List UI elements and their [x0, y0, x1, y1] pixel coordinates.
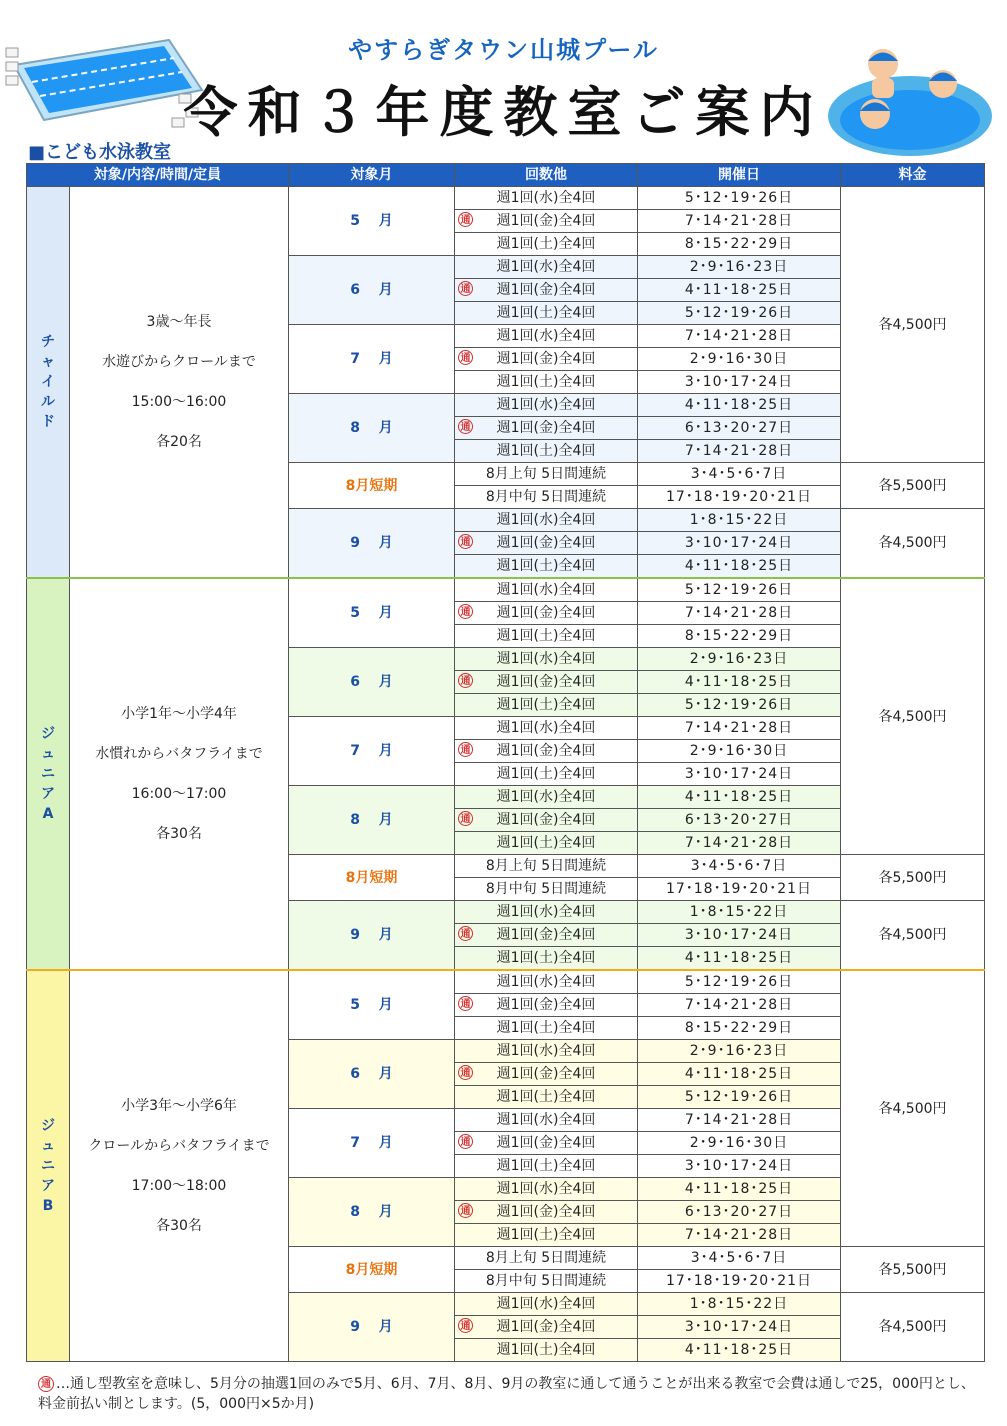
info-cell — [70, 970, 289, 1362]
time-range: 15:00～16:00 — [131, 394, 227, 410]
count-cell: 通 週1回(金)全4回 — [455, 1063, 638, 1086]
tsu-mark-icon: 通 — [458, 281, 473, 296]
dates-cell: 3･4･5･6･7日 — [638, 855, 841, 878]
table-row — [27, 187, 985, 210]
month-cell: 6 月 — [289, 1040, 455, 1109]
info-cell — [70, 187, 289, 579]
month-cell: 7 月 — [289, 325, 455, 394]
dates-cell: 4･11･18･25日 — [638, 279, 841, 302]
section-junior-a — [27, 578, 985, 970]
count-cell: 通 週1回(金)全4回 — [455, 740, 638, 763]
target-age: 小学1年～小学4年 — [121, 706, 237, 722]
dates-cell: 17･18･19･20･21日 — [638, 486, 841, 509]
target-age: 3歳～年長 — [146, 314, 212, 330]
col-header-fee: 料金 — [841, 164, 985, 187]
count-cell: 週1回(土)全4回 — [455, 302, 638, 325]
fee-cell: 各4,500円 — [841, 509, 985, 579]
dates-cell: 3･10･17･24日 — [638, 763, 841, 786]
count-cell: 通 週1回(金)全4回 — [455, 994, 638, 1017]
count-cell: 週1回(土)全4回 — [455, 832, 638, 855]
table-row — [27, 970, 985, 994]
tsu-mark-icon: 通 — [458, 1065, 473, 1080]
dates-cell: 2･9･16･30日 — [638, 1132, 841, 1155]
dates-cell: 7･14･21･28日 — [638, 325, 841, 348]
month-cell-short-term: 8月短期 — [289, 463, 455, 509]
count-cell: 週1回(土)全4回 — [455, 1155, 638, 1178]
col-header-dates: 開催日 — [638, 164, 841, 187]
count-cell: 週1回(水)全4回 — [455, 786, 638, 809]
count-cell: 通 週1回(金)全4回 — [455, 348, 638, 371]
count-cell: 週1回(水)全4回 — [455, 901, 638, 924]
dates-cell: 4･11･18･25日 — [638, 1178, 841, 1201]
dates-cell: 7･14･21･28日 — [638, 994, 841, 1017]
month-cell-short-term: 8月短期 — [289, 855, 455, 901]
dates-cell: 5･12･19･26日 — [638, 694, 841, 717]
page-header — [0, 0, 1007, 163]
month-cell: 8 月 — [289, 1178, 455, 1247]
count-cell: 週1回(水)全4回 — [455, 509, 638, 532]
capacity: 各30名 — [156, 826, 202, 842]
month-cell: 5 月 — [289, 970, 455, 1040]
count-cell: 8月中旬 5日間連続 — [455, 878, 638, 901]
dates-cell: 2･9･16･30日 — [638, 348, 841, 371]
month-cell: 5 月 — [289, 187, 455, 256]
count-cell: 週1回(水)全4回 — [455, 1178, 638, 1201]
dates-cell: 7･14･21･28日 — [638, 1109, 841, 1132]
month-cell: 8 月 — [289, 394, 455, 463]
dates-cell: 2･9･16･23日 — [638, 1040, 841, 1063]
count-cell: 週1回(土)全4回 — [455, 555, 638, 579]
count-cell: 通 週1回(金)全4回 — [455, 210, 638, 233]
swimming-kids-illustration-icon — [825, 34, 995, 160]
tsu-mark-icon: 通 — [458, 996, 473, 1011]
dates-cell: 17･18･19･20･21日 — [638, 1270, 841, 1293]
col-header-target: 対象/内容/時間/定員 — [27, 164, 289, 187]
count-cell: 週1回(土)全4回 — [455, 1086, 638, 1109]
count-cell: 週1回(水)全4回 — [455, 578, 638, 602]
count-cell: 通 週1回(金)全4回 — [455, 417, 638, 440]
fee-cell: 各4,500円 — [841, 578, 985, 855]
dates-cell: 3･10･17･24日 — [638, 371, 841, 394]
count-cell: 週1回(土)全4回 — [455, 1224, 638, 1247]
month-cell: 9 月 — [289, 1293, 455, 1362]
tsu-mark-icon: 通 — [458, 1203, 473, 1218]
count-cell: 通 週1回(金)全4回 — [455, 279, 638, 302]
count-cell: 週1回(土)全4回 — [455, 763, 638, 786]
month-cell: 6 月 — [289, 256, 455, 325]
count-cell: 週1回(土)全4回 — [455, 1017, 638, 1040]
count-cell: 通 週1回(金)全4回 — [455, 1201, 638, 1224]
month-cell: 7 月 — [289, 717, 455, 786]
content-range: 水慣れからバタフライまで — [95, 746, 263, 762]
count-cell: 週1回(土)全4回 — [455, 440, 638, 463]
fee-cell: 各5,500円 — [841, 855, 985, 901]
col-header-count: 回数他 — [455, 164, 638, 187]
count-cell: 通 週1回(金)全4回 — [455, 602, 638, 625]
dates-cell: 3･10･17･24日 — [638, 1316, 841, 1339]
category-cell: ジュニアB — [27, 970, 70, 1362]
content-range: クロールからバタフライまで — [88, 1138, 270, 1154]
dates-cell: 7･14･21･28日 — [638, 602, 841, 625]
tsu-mark-icon: 通 — [458, 673, 473, 688]
count-cell: 通 週1回(金)全4回 — [455, 1316, 638, 1339]
time-range: 17:00～18:00 — [131, 1178, 227, 1194]
category-cell: チャイルド — [27, 187, 70, 579]
count-cell: 週1回(水)全4回 — [455, 256, 638, 279]
dates-cell: 3･4･5･6･7日 — [638, 463, 841, 486]
count-cell: 通 週1回(金)全4回 — [455, 671, 638, 694]
time-range: 16:00～17:00 — [131, 786, 227, 802]
capacity: 各20名 — [156, 434, 202, 450]
footnote — [38, 1374, 978, 1414]
dates-cell: 1･8･15･22日 — [638, 1293, 841, 1316]
content-range: 水遊びからクロールまで — [102, 354, 256, 370]
dates-cell: 4･11･18･25日 — [638, 1339, 841, 1362]
dates-cell: 2･9･16･30日 — [638, 740, 841, 763]
footnote-line-2: 料金前払い制とします。(5，000円×5か月) — [38, 1396, 315, 1412]
count-cell: 週1回(水)全4回 — [455, 1040, 638, 1063]
tsu-mark-icon: 通 — [458, 419, 473, 434]
month-cell: 9 月 — [289, 509, 455, 579]
count-cell: 週1回(水)全4回 — [455, 325, 638, 348]
month-cell: 8 月 — [289, 786, 455, 855]
dates-cell: 6･13･20･27日 — [638, 1201, 841, 1224]
count-cell: 週1回(水)全4回 — [455, 1109, 638, 1132]
tsu-mark-icon: 通 — [38, 1376, 54, 1392]
month-cell-short-term: 8月短期 — [289, 1247, 455, 1293]
count-cell: 8月上旬 5日間連続 — [455, 855, 638, 878]
fee-cell: 各5,500円 — [841, 463, 985, 509]
count-cell: 通 週1回(金)全4回 — [455, 809, 638, 832]
facility-name: やすらぎタウン山城プール — [348, 36, 659, 64]
dates-cell: 5･12･19･26日 — [638, 302, 841, 325]
tsu-mark-icon: 通 — [458, 1134, 473, 1149]
month-cell: 9 月 — [289, 901, 455, 971]
dates-cell: 7･14･21･28日 — [638, 832, 841, 855]
count-cell: 週1回(土)全4回 — [455, 947, 638, 971]
dates-cell: 6･13･20･27日 — [638, 417, 841, 440]
dates-cell: 4･11･18･25日 — [638, 671, 841, 694]
section-junior-b — [27, 970, 985, 1362]
tsu-mark-icon: 通 — [458, 926, 473, 941]
tsu-mark-icon: 通 — [458, 1318, 473, 1333]
dates-cell: 7･14･21･28日 — [638, 1224, 841, 1247]
info-cell — [70, 578, 289, 970]
count-cell: 週1回(土)全4回 — [455, 625, 638, 648]
fee-cell: 各4,500円 — [841, 187, 985, 463]
count-cell: 週1回(水)全4回 — [455, 970, 638, 994]
fee-cell: 各5,500円 — [841, 1247, 985, 1293]
count-cell: 週1回(土)全4回 — [455, 233, 638, 256]
count-cell: 週1回(土)全4回 — [455, 1339, 638, 1362]
dates-cell: 5･12･19･26日 — [638, 1086, 841, 1109]
dates-cell: 4･11･18･25日 — [638, 555, 841, 579]
dates-cell: 7･14･21･28日 — [638, 440, 841, 463]
dates-cell: 3･10･17･24日 — [638, 1155, 841, 1178]
dates-cell: 4･11･18･25日 — [638, 947, 841, 971]
fee-cell: 各4,500円 — [841, 901, 985, 971]
section-child — [27, 187, 985, 579]
month-cell: 5 月 — [289, 578, 455, 648]
count-cell: 通 週1回(金)全4回 — [455, 532, 638, 555]
dates-cell: 4･11･18･25日 — [638, 786, 841, 809]
dates-cell: 6･13･20･27日 — [638, 809, 841, 832]
month-cell: 7 月 — [289, 1109, 455, 1178]
dates-cell: 3･10･17･24日 — [638, 532, 841, 555]
count-cell: 週1回(土)全4回 — [455, 371, 638, 394]
dates-cell: 4･11･18･25日 — [638, 1063, 841, 1086]
dates-cell: 7･14･21･28日 — [638, 210, 841, 233]
dates-cell: 8･15･22･29日 — [638, 233, 841, 256]
col-header-month: 対象月 — [289, 164, 455, 187]
table-row — [27, 578, 985, 602]
fee-cell: 各4,500円 — [841, 1293, 985, 1362]
count-cell: 8月上旬 5日間連続 — [455, 463, 638, 486]
count-cell: 週1回(水)全4回 — [455, 187, 638, 210]
dates-cell: 5･12･19･26日 — [638, 970, 841, 994]
count-cell: 8月中旬 5日間連続 — [455, 1270, 638, 1293]
tsu-mark-icon: 通 — [458, 350, 473, 365]
dates-cell: 8･15･22･29日 — [638, 625, 841, 648]
page-title: 令和３年度教室ご案内 — [183, 81, 824, 144]
count-cell: 通 週1回(金)全4回 — [455, 924, 638, 947]
tsu-mark-icon: 通 — [458, 212, 473, 227]
footnote-line-1: …通し型教室を意味し、5月分の抽選1回のみで5月、6月、7月、8月、9月の教室に通して通うことが出来る教室で会費は通しで25，000円とし、 — [56, 1376, 975, 1392]
category-cell: ジュニアA — [27, 578, 70, 970]
dates-cell: 2･9･16･23日 — [638, 256, 841, 279]
schedule-table — [26, 163, 985, 1362]
dates-cell: 17･18･19･20･21日 — [638, 878, 841, 901]
month-cell: 6 月 — [289, 648, 455, 717]
dates-cell: 3･10･17･24日 — [638, 924, 841, 947]
count-cell: 週1回(水)全4回 — [455, 717, 638, 740]
tsu-mark-icon: 通 — [458, 604, 473, 619]
dates-cell: 2･9･16･23日 — [638, 648, 841, 671]
section-label: ■こども水泳教室 — [28, 142, 172, 163]
table-header-row — [27, 164, 985, 187]
count-cell: 8月中旬 5日間連続 — [455, 486, 638, 509]
tsu-mark-icon: 通 — [458, 534, 473, 549]
target-age: 小学3年～小学6年 — [121, 1098, 237, 1114]
dates-cell: 5･12･19･26日 — [638, 578, 841, 602]
dates-cell: 1･8･15･22日 — [638, 509, 841, 532]
count-cell: 週1回(水)全4回 — [455, 648, 638, 671]
dates-cell: 3･4･5･6･7日 — [638, 1247, 841, 1270]
capacity: 各30名 — [156, 1218, 202, 1234]
dates-cell: 4･11･18･25日 — [638, 394, 841, 417]
count-cell: 週1回(水)全4回 — [455, 394, 638, 417]
count-cell: 週1回(土)全4回 — [455, 694, 638, 717]
count-cell: 週1回(水)全4回 — [455, 1293, 638, 1316]
dates-cell: 1･8･15･22日 — [638, 901, 841, 924]
tsu-mark-icon: 通 — [458, 742, 473, 757]
count-cell: 通 週1回(金)全4回 — [455, 1132, 638, 1155]
dates-cell: 5･12･19･26日 — [638, 187, 841, 210]
dates-cell: 8･15･22･29日 — [638, 1017, 841, 1040]
dates-cell: 7･14･21･28日 — [638, 717, 841, 740]
count-cell: 8月上旬 5日間連続 — [455, 1247, 638, 1270]
fee-cell: 各4,500円 — [841, 970, 985, 1247]
tsu-mark-icon: 通 — [458, 811, 473, 826]
